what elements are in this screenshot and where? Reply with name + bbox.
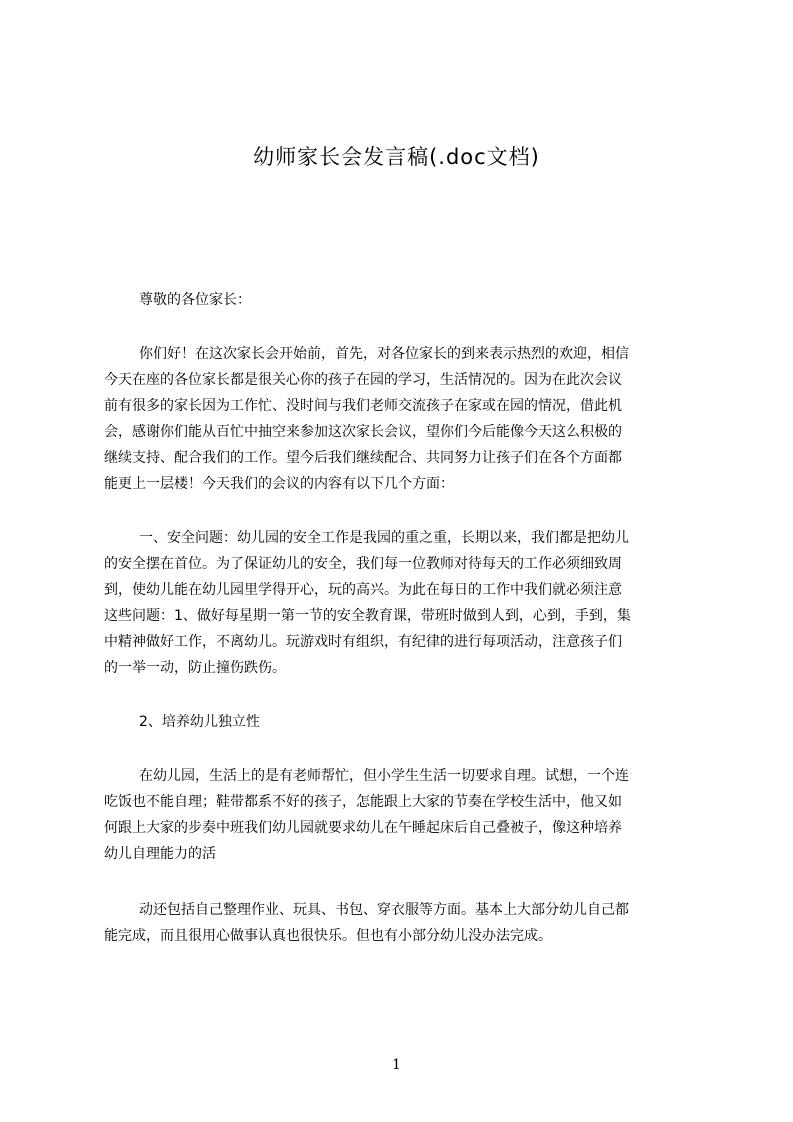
paragraph-line: 能完成，而且很用心做事认真也很快乐。但也有小部分幼儿没办法完成。 [104,928,552,944]
paragraph-line: 何跟上大家的步奏中班我们幼儿园就要求幼儿在午睡起床后自己叠被子，像这种培养 [104,820,622,836]
paragraph-line: 能更上一层楼！今天我们的会议的内容有以下几个方面： [104,476,454,492]
paragraph-line: 吃饭也不能自理；鞋带都系不好的孩子，怎能跟上大家的节奏在学校生活中，他又如 [104,794,622,810]
paragraph-line: 幼儿自理能力的活 [104,846,216,862]
section-heading: 2、培养幼儿独立性 [139,714,260,730]
document-title: 幼师家长会发言稿(.doc文档) [253,145,540,169]
paragraph-line: 的一举一动，防止撞伤跌伤。 [104,660,286,676]
page-number: 1 [392,1057,401,1073]
paragraph-line: 继续支持、配合我们的工作。望今后我们继续配合、共同努力让孩子们在各个方面都 [104,450,622,466]
paragraph-line: 会，感谢你们能从百忙中抽空来参加这次家长会议，望你们今后能像今天这么积极的 [104,424,622,440]
paragraph-line: 前有很多的家长因为工作忙、没时间与我们老师交流孩子在家或在园的情况，借此机 [104,398,622,414]
paragraph-line: 中精神做好工作，不离幼儿。玩游戏时有组织，有纪律的进行每项活动，注意孩子们 [104,634,622,650]
paragraph-line: 一、安全问题：幼儿园的安全工作是我园的重之重，长期以来，我们都是把幼儿 [139,530,629,546]
salutation: 尊敬的各位家长： [139,292,251,308]
paragraph-line: 在幼儿园，生活上的是有老师帮忙，但小学生生活一切要求自理。试想，一个连 [139,768,629,784]
paragraph-line: 动还包括自己整理作业、玩具、书包、穿衣服等方面。基本上大部分幼儿自己都 [139,902,629,918]
paragraph-line: 这些问题：1、做好每星期一第一节的安全教育课，带班时做到人到，心到，手到，集 [104,608,631,624]
paragraph-line: 今天在座的各位家长都是很关心你的孩子在园的学习，生活情况的。因为在此次会议 [104,372,622,388]
paragraph-line: 到，使幼儿能在幼儿园里学得开心，玩的高兴。为此在每日的工作中我们就必须注意 [104,582,622,598]
paragraph-line: 的安全摆在首位。为了保证幼儿的安全，我们每一位教师对待每天的工作必须细致周 [104,556,622,572]
paragraph-line: 你们好！在这次家长会开始前，首先，对各位家长的到来表示热烈的欢迎，相信 [139,346,629,362]
